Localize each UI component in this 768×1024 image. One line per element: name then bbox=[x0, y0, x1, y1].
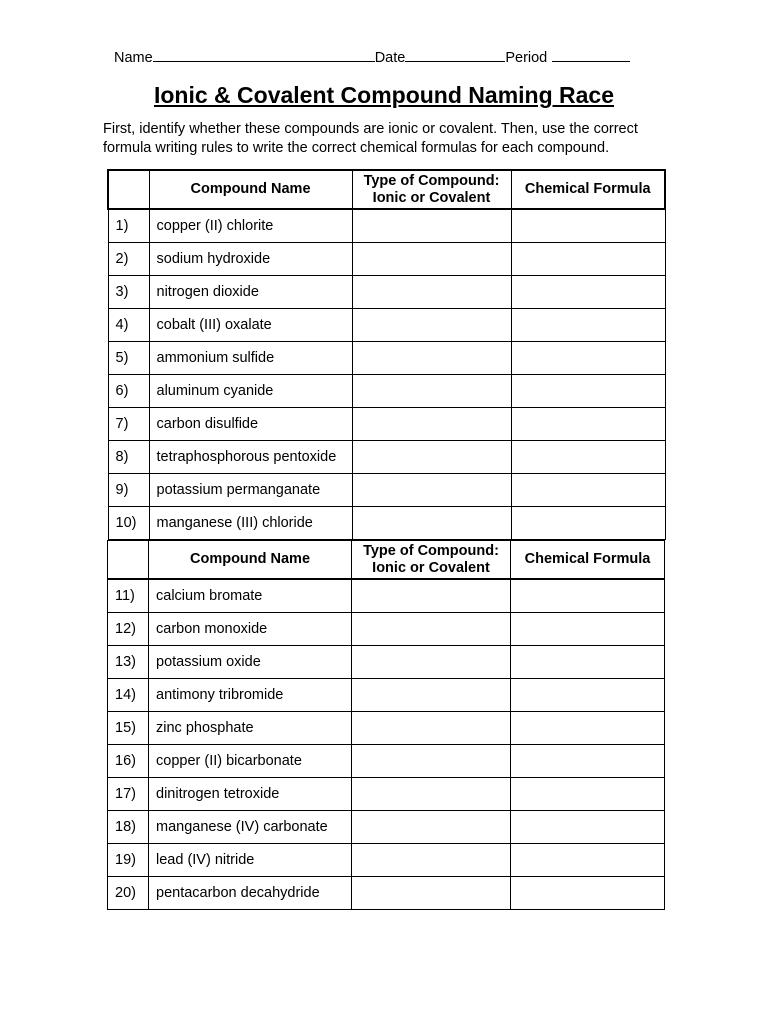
compound-name-cell: aluminum cyanide bbox=[149, 375, 352, 408]
chemical-formula-cell[interactable] bbox=[511, 375, 665, 408]
compound-name-cell: carbon monoxide bbox=[149, 613, 352, 646]
chemical-formula-cell[interactable] bbox=[511, 646, 665, 679]
compound-type-cell[interactable] bbox=[352, 408, 511, 441]
compound-type-cell[interactable] bbox=[352, 712, 511, 745]
table-row bbox=[108, 877, 665, 910]
compound-type-cell[interactable] bbox=[352, 209, 511, 243]
period-label: Period bbox=[505, 50, 548, 66]
compound-name-header: Compound Name bbox=[149, 541, 352, 580]
compound-name-cell: copper (II) bicarbonate bbox=[149, 745, 352, 778]
chemical-formula-cell[interactable] bbox=[511, 811, 665, 844]
chemical-formula-cell[interactable] bbox=[511, 745, 665, 778]
date-blank[interactable] bbox=[405, 47, 505, 62]
chemical-formula-cell[interactable] bbox=[511, 243, 665, 276]
type-header bbox=[352, 170, 511, 209]
chemical-formula-cell[interactable] bbox=[511, 474, 665, 507]
compound-type-cell[interactable] bbox=[352, 613, 511, 646]
compound-type-cell[interactable] bbox=[352, 646, 511, 679]
compound-name-cell: carbon disulfide bbox=[149, 408, 352, 441]
row-number: 9) bbox=[108, 474, 149, 507]
table-row bbox=[108, 375, 665, 408]
period-blank[interactable] bbox=[552, 47, 630, 62]
table-header-row bbox=[108, 541, 665, 580]
compound-table-1 bbox=[107, 169, 666, 540]
table-row bbox=[108, 844, 665, 877]
chemical-formula-cell[interactable] bbox=[511, 679, 665, 712]
table-header-row bbox=[108, 170, 665, 209]
chemical-formula-cell[interactable] bbox=[511, 712, 665, 745]
type-header-line1: Type of Compound: bbox=[363, 172, 500, 189]
compound-type-cell[interactable] bbox=[352, 579, 511, 613]
row-number: 19) bbox=[108, 844, 149, 877]
chemical-formula-cell[interactable] bbox=[511, 507, 665, 540]
compound-name-cell: potassium oxide bbox=[149, 646, 352, 679]
compound-type-cell[interactable] bbox=[352, 679, 511, 712]
compound-type-cell[interactable] bbox=[352, 507, 511, 540]
table-row bbox=[108, 579, 665, 613]
number-header-cell bbox=[108, 541, 149, 580]
row-number: 15) bbox=[108, 712, 149, 745]
date-label: Date bbox=[374, 50, 406, 66]
type-header bbox=[352, 541, 511, 580]
table-row bbox=[108, 679, 665, 712]
row-number: 3) bbox=[108, 276, 149, 309]
number-header-cell bbox=[108, 170, 149, 209]
compound-name-cell: lead (IV) nitride bbox=[149, 844, 352, 877]
compound-table-2 bbox=[107, 540, 665, 910]
chemical-formula-cell[interactable] bbox=[511, 309, 665, 342]
row-number: 20) bbox=[108, 877, 149, 910]
page-title: Ionic & Covalent Compound Naming Race bbox=[153, 82, 615, 108]
row-number: 4) bbox=[108, 309, 149, 342]
compound-type-cell[interactable] bbox=[352, 778, 511, 811]
compound-name-cell: copper (II) chlorite bbox=[149, 209, 352, 243]
compound-name-cell: calcium bromate bbox=[149, 579, 352, 613]
type-header-line2: Ionic or Covalent bbox=[372, 559, 490, 576]
row-number: 13) bbox=[108, 646, 149, 679]
instructions: First, identify whether these compounds are ionic or covalent. Then, use the correct formula writing rules to write the correct chemical formulas for each compound. bbox=[103, 121, 638, 156]
compound-name-cell: manganese (IV) carbonate bbox=[149, 811, 352, 844]
row-number: 11) bbox=[108, 579, 149, 613]
compound-name-cell: pentacarbon decahydride bbox=[149, 877, 352, 910]
row-number: 5) bbox=[108, 342, 149, 375]
table-row bbox=[108, 712, 665, 745]
compound-type-cell[interactable] bbox=[352, 745, 511, 778]
row-number: 14) bbox=[108, 679, 149, 712]
compound-type-cell[interactable] bbox=[352, 844, 511, 877]
compound-name-cell: potassium permanganate bbox=[149, 474, 352, 507]
row-number: 18) bbox=[108, 811, 149, 844]
chemical-formula-cell[interactable] bbox=[511, 778, 665, 811]
compound-name-header: Compound Name bbox=[149, 170, 352, 209]
table-row bbox=[108, 276, 665, 309]
compound-type-cell[interactable] bbox=[352, 342, 511, 375]
chemical-formula-cell[interactable] bbox=[511, 209, 665, 243]
row-number: 8) bbox=[108, 441, 149, 474]
table-row bbox=[108, 745, 665, 778]
compound-type-cell[interactable] bbox=[352, 276, 511, 309]
row-number: 1) bbox=[108, 209, 149, 243]
compound-name-cell: antimony tribromide bbox=[149, 679, 352, 712]
table-row bbox=[108, 309, 665, 342]
chemical-formula-cell[interactable] bbox=[511, 408, 665, 441]
compound-type-cell[interactable] bbox=[352, 375, 511, 408]
compound-name-cell: cobalt (III) oxalate bbox=[149, 309, 352, 342]
chemical-formula-cell[interactable] bbox=[511, 613, 665, 646]
compound-name-cell: sodium hydroxide bbox=[149, 243, 352, 276]
compound-type-cell[interactable] bbox=[352, 243, 511, 276]
table-row bbox=[108, 507, 665, 540]
name-label: Name bbox=[114, 50, 153, 66]
compound-name-cell: manganese (III) chloride bbox=[149, 507, 352, 540]
row-number: 2) bbox=[108, 243, 149, 276]
type-header-line2: Ionic or Covalent bbox=[372, 189, 491, 206]
chemical-formula-cell[interactable] bbox=[511, 877, 665, 910]
student-info-line bbox=[114, 47, 644, 66]
table-row bbox=[108, 408, 665, 441]
row-number: 17) bbox=[108, 778, 149, 811]
table-row bbox=[108, 811, 665, 844]
table-row bbox=[108, 342, 665, 375]
name-blank[interactable] bbox=[153, 47, 375, 62]
chemical-formula-cell[interactable] bbox=[511, 441, 665, 474]
table-row bbox=[108, 441, 665, 474]
table-row bbox=[108, 646, 665, 679]
table-row bbox=[108, 613, 665, 646]
compound-type-cell[interactable] bbox=[352, 877, 511, 910]
row-number: 6) bbox=[108, 375, 149, 408]
table-row bbox=[108, 209, 665, 243]
compound-name-cell: tetraphosphorous pentoxide bbox=[149, 441, 352, 474]
chemical-formula-cell[interactable] bbox=[511, 579, 665, 613]
row-number: 16) bbox=[108, 745, 149, 778]
row-number: 7) bbox=[108, 408, 149, 441]
compound-type-cell[interactable] bbox=[352, 811, 511, 844]
row-number: 10) bbox=[108, 507, 149, 540]
chemical-formula-cell[interactable] bbox=[511, 844, 665, 877]
type-header-line1: Type of Compound: bbox=[363, 542, 499, 559]
compound-type-cell[interactable] bbox=[352, 441, 511, 474]
table-row bbox=[108, 474, 665, 507]
compound-name-cell: dinitrogen tetroxide bbox=[149, 778, 352, 811]
compound-name-cell: zinc phosphate bbox=[149, 712, 352, 745]
chemical-formula-header: Chemical Formula bbox=[511, 541, 665, 580]
compound-name-cell: nitrogen dioxide bbox=[149, 276, 352, 309]
table-row bbox=[108, 243, 665, 276]
table-row bbox=[108, 778, 665, 811]
compound-type-cell[interactable] bbox=[352, 474, 511, 507]
chemical-formula-header: Chemical Formula bbox=[511, 170, 665, 209]
row-number: 12) bbox=[108, 613, 149, 646]
compound-name-cell: ammonium sulfide bbox=[149, 342, 352, 375]
compound-type-cell[interactable] bbox=[352, 309, 511, 342]
chemical-formula-cell[interactable] bbox=[511, 276, 665, 309]
chemical-formula-cell[interactable] bbox=[511, 342, 665, 375]
